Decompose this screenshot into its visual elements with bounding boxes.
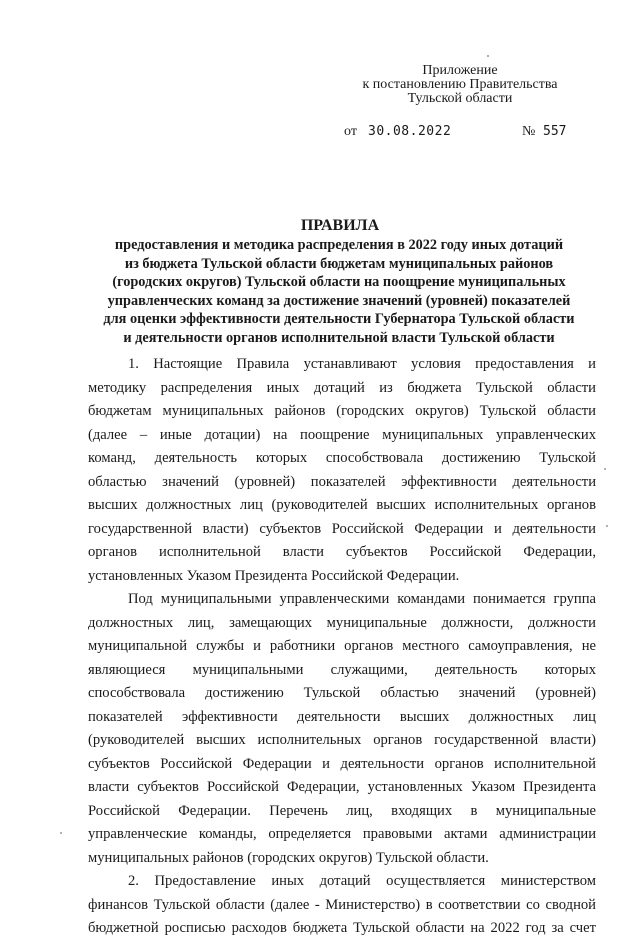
- appendix-header: [340, 64, 580, 106]
- body-line: 1. Настоящие Правила устанавливают условия предоставления и: [128, 356, 596, 372]
- paragraph-3: [88, 870, 596, 941]
- date-prefix: от: [344, 124, 357, 139]
- appendix-line: к постановлению Правительства: [362, 77, 558, 92]
- body-line: управленческие команды, определяется правовыми актами администрации: [88, 826, 596, 842]
- body-line: способствовала достижению Тульской областью значений (уровней): [88, 685, 596, 701]
- subtitle-line: для оценки эффективности деятельности Губернатора Тульской области: [103, 311, 575, 327]
- scan-dot: [606, 525, 608, 527]
- body-line: бюджетам муниципальных районов (городских округов) Тульской области: [88, 403, 596, 419]
- document-title: ПРАВИЛА: [300, 217, 380, 234]
- body-line: команд, деятельность которых способствовала достижению Тульской: [88, 450, 596, 466]
- body-line: показателей эффективности деятельности высших должностных лиц: [88, 708, 596, 725]
- number-sign: №: [522, 124, 536, 139]
- decree-date-number: [344, 124, 584, 140]
- scan-dot: [487, 55, 489, 57]
- subtitle-line: предоставления и методика распределения в 2022 году иных дотаций: [114, 237, 564, 253]
- body-line: государственной власти) субъектов Российской Федерации и деятельности: [88, 520, 596, 537]
- subtitle-line: управленческих команд за достижение значений (уровней) показателей: [107, 292, 571, 309]
- paragraph-1: [88, 353, 596, 588]
- paragraph-2: [88, 588, 596, 870]
- subtitle-line: и деятельности органов исполнительной власти Тульской области: [123, 329, 555, 346]
- scan-dot: [60, 832, 62, 834]
- body-line: должностных лиц, замещающих муниципальные должности, должности: [88, 614, 596, 631]
- subtitle-line: из бюджета Тульской области бюджетам муниципальных районов: [124, 255, 554, 272]
- body-line: Под муниципальными управленческими командами понимается группа: [128, 591, 596, 607]
- body-line: областью значений (уровней) показателей эффективности деятельности: [88, 473, 596, 490]
- subtitle-line: (городских округов) Тульской области на поощрение муниципальных: [112, 274, 566, 290]
- document-subtitle: [84, 236, 594, 347]
- body-line: муниципальных районов (городских округов) Тульской области.: [88, 849, 489, 866]
- body-line: методику распределения иных дотаций из бюджета Тульской области: [88, 379, 596, 396]
- document-body: [88, 353, 596, 941]
- body-line: 2. Предоставление иных дотаций осуществляется министерством: [128, 873, 596, 889]
- scan-dot: [604, 468, 606, 470]
- decree-date: 30.08.2022: [368, 124, 452, 139]
- body-line: органов исполнительной власти субъектов Российской Федерации,: [88, 544, 596, 560]
- body-line: являющиеся муниципальными служащими, деятельность которых: [88, 661, 596, 678]
- body-line: финансов Тульской области (далее - Министерство) в соответствии со сводной: [88, 896, 596, 913]
- appendix-line: Тульской области: [407, 91, 513, 106]
- body-line: (руководителей высших исполнительных органов государственной власти): [88, 732, 596, 748]
- body-line: бюджетной росписью расходов бюджета Тульской области на 2022 год за счет: [88, 920, 596, 936]
- body-line: установленных Указом Президента Российской Федерации.: [88, 567, 460, 584]
- body-line: (далее – иные дотации) на поощрение муниципальных управленческих: [88, 426, 596, 443]
- appendix-line: Приложение: [422, 63, 498, 78]
- body-line: высших должностных лиц (руководителей высших исполнительных органов: [88, 497, 596, 513]
- decree-number: 557: [543, 124, 567, 139]
- body-line: муниципальной службы и работники органов местного самоуправления, не: [88, 638, 596, 654]
- body-line: субъектов Российской Федерации и деятельности органов исполнительной: [88, 755, 596, 772]
- body-line: власти субъектов Российской Федерации, установленных Указом Президента: [88, 779, 596, 795]
- body-line: Российской Федерации. Перечень лиц, входящих в муниципальные: [88, 802, 596, 819]
